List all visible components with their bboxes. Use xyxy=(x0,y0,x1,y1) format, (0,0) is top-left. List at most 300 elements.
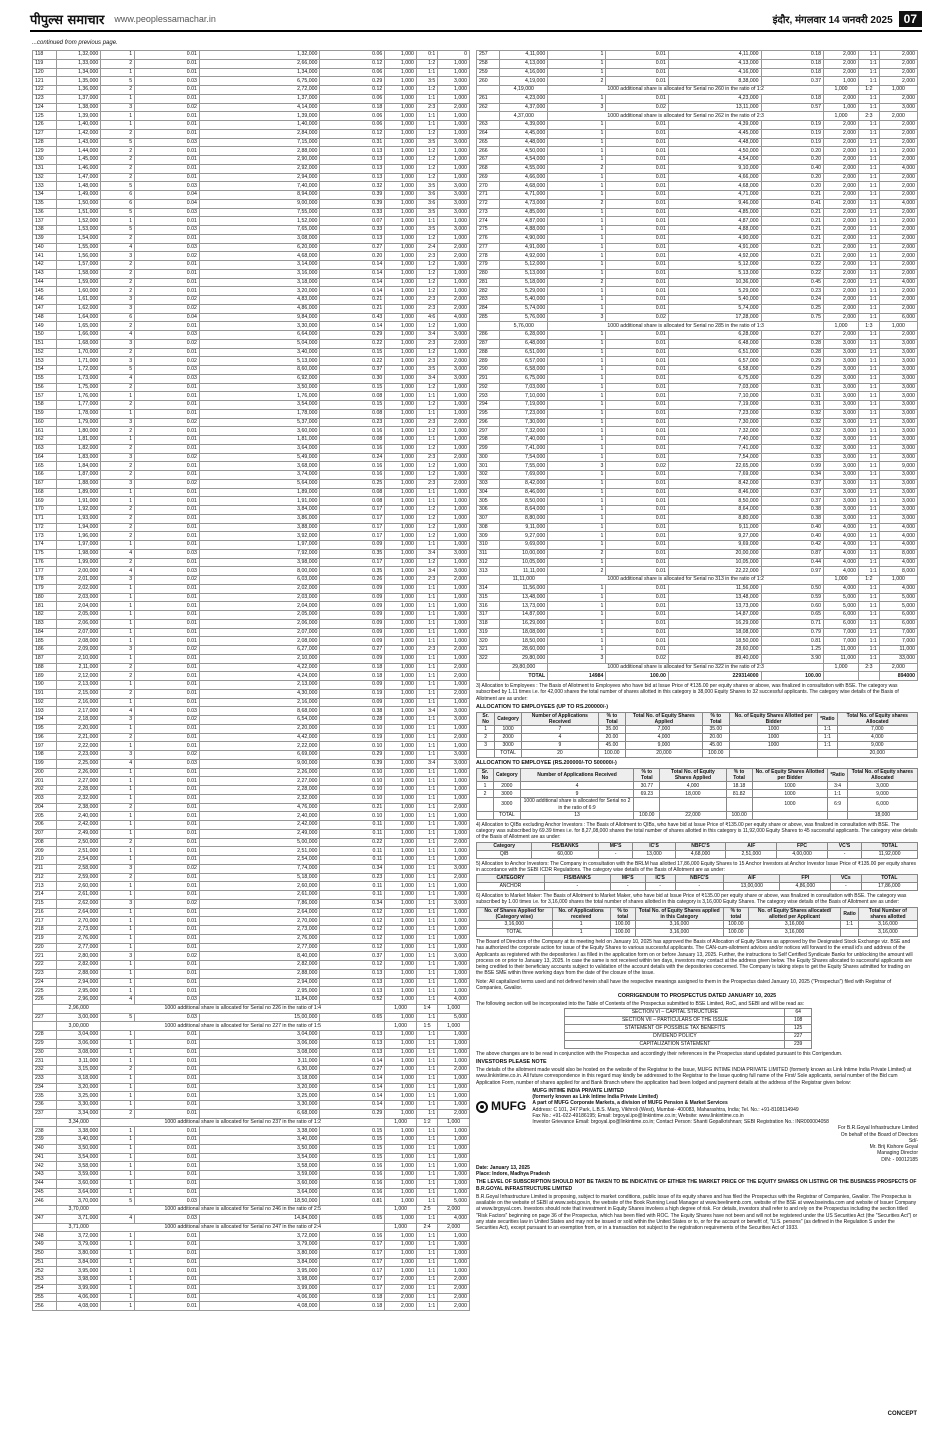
table-cell: 0.13 xyxy=(320,156,385,165)
table-row xyxy=(477,418,918,427)
table-cell: 1:1 xyxy=(416,1171,437,1180)
table-cell: 0.34 xyxy=(761,471,824,480)
table-cell: 4,000 xyxy=(824,549,859,558)
table-cell: 1,000 xyxy=(438,821,470,830)
table-cell: 0.01 xyxy=(606,549,668,558)
table-cell: 1000 additional share is allocated for Serial no 227 in the ratio of 1:5 xyxy=(101,1022,385,1031)
table-cell: 1 xyxy=(548,51,606,60)
table-row xyxy=(477,602,918,611)
table-cell: 2,25,000 xyxy=(57,759,101,768)
table-cell: 3,40,000 xyxy=(199,1136,319,1145)
table-cell: 29,80,000 xyxy=(500,654,548,663)
table-cell: 0.01 xyxy=(606,558,668,567)
table-row xyxy=(33,611,470,620)
table-cell: 0.01 xyxy=(135,1302,200,1311)
table-cell: 1 xyxy=(101,392,135,401)
table-row xyxy=(477,77,918,86)
table-cell: 129 xyxy=(33,147,57,156)
table-cell: 2,90,000 xyxy=(199,156,319,165)
table-cell: 1:1 xyxy=(416,1109,437,1118)
table-cell: 0.13 xyxy=(320,978,385,987)
table-cell: 2,77,000 xyxy=(199,943,319,952)
table-cell: 225 xyxy=(33,987,57,996)
table-row xyxy=(33,68,470,77)
table-cell: 1 xyxy=(548,68,606,77)
table-row xyxy=(33,856,470,865)
table-cell: 0.40 xyxy=(761,164,824,173)
table-cell: 3,38,000 xyxy=(199,1127,319,1136)
table-cell: 4,08,000 xyxy=(57,1302,101,1311)
table-cell: 3,80,000 xyxy=(199,1249,319,1258)
table-cell: 3 xyxy=(101,751,135,760)
table-cell: 0.01 xyxy=(135,506,200,515)
table-header: Category xyxy=(493,768,520,782)
table-cell: 0.01 xyxy=(606,234,668,243)
table-cell: 0.14 xyxy=(320,278,385,287)
table-cell: 1 xyxy=(101,1039,135,1048)
table-row xyxy=(477,462,918,471)
table-row xyxy=(33,322,470,331)
table-row xyxy=(33,278,470,287)
table-cell: 1 xyxy=(101,1074,135,1083)
table-cell: 2,61,000 xyxy=(199,891,319,900)
table-cell: 210 xyxy=(33,856,57,865)
table-cell: 1,000 xyxy=(385,777,417,786)
table-cell: 1:3 xyxy=(858,322,879,331)
table-cell: 1 xyxy=(101,768,135,777)
table-cell xyxy=(841,929,859,937)
table-cell: 1 xyxy=(101,94,135,103)
table-row xyxy=(33,602,470,611)
table-cell: 303 xyxy=(477,479,500,488)
signature-block xyxy=(476,1125,918,1163)
table-cell: 0.31 xyxy=(761,392,824,401)
table-cell: 4,000 xyxy=(660,782,726,790)
table-cell: 2:4 xyxy=(416,1223,437,1232)
table-cell: 1,000 xyxy=(385,672,417,681)
table-row xyxy=(33,1136,470,1145)
table-cell: 0.01 xyxy=(135,1179,200,1188)
table-cell: 0.17 xyxy=(320,1267,385,1276)
table-cell: 1,000 xyxy=(438,1258,470,1267)
table-cell: 7,55,000 xyxy=(500,462,548,471)
table-row xyxy=(477,401,918,410)
table-cell: 2,12,000 xyxy=(57,672,101,681)
table-cell: 1,000 xyxy=(385,969,417,978)
employee-allocation xyxy=(476,683,918,820)
table-cell: 4,23,000 xyxy=(500,94,548,103)
table-cell: 1,000 xyxy=(438,961,470,970)
table-header: Total No. of Equity shares Allocated xyxy=(837,712,917,726)
table-cell: 2 xyxy=(101,278,135,287)
table-cell: 1,000 xyxy=(438,1162,470,1171)
table-cell: 3,04,000 xyxy=(57,1031,101,1040)
table-cell: 18,08,000 xyxy=(500,628,548,637)
table-cell: 0.01 xyxy=(135,1249,200,1258)
table-cell: 0.30 xyxy=(320,374,385,383)
table-cell: 1,000 xyxy=(385,1136,417,1145)
table-row xyxy=(33,628,470,637)
table-cell: 0.03 xyxy=(135,331,200,340)
table-cell: 1,000 xyxy=(385,234,417,243)
table-cell: 100.00 xyxy=(724,929,749,937)
table-cell: 1,000 xyxy=(438,59,470,68)
table-cell: 0.16 xyxy=(320,1179,385,1188)
table-cell: 124 xyxy=(33,103,57,112)
table-cell: 1 xyxy=(548,383,606,392)
table-cell: 237 xyxy=(33,1109,57,1118)
table-cell: 3:4 xyxy=(416,331,437,340)
table-cell: 1:1 xyxy=(416,541,437,550)
table-cell: 0.01 xyxy=(135,1066,200,1075)
table-cell: 0.32 xyxy=(761,444,824,453)
table-cell: 1:1 xyxy=(858,383,879,392)
table-cell: 2,02,000 xyxy=(199,584,319,593)
table-cell: - xyxy=(675,883,723,891)
table-cell: 3 xyxy=(548,654,606,663)
table-cell: 2,000 xyxy=(824,182,859,191)
table-cell: 17,86,000 xyxy=(861,883,917,891)
table-cell: 2,50,000 xyxy=(57,838,101,847)
table-cell: 100.00 xyxy=(634,811,660,819)
table-cell: 0.01 xyxy=(606,593,668,602)
table-cell: 1,000 xyxy=(385,418,417,427)
table-cell: 0.01 xyxy=(135,121,200,130)
table-cell: 1,000 xyxy=(438,261,470,270)
table-cell: 0.09 xyxy=(320,637,385,646)
table-cell: 0.02 xyxy=(135,576,200,585)
table-cell: 1,000 xyxy=(385,1039,417,1048)
table-cell: 1000 xyxy=(752,790,828,798)
table-cell: 3,000 xyxy=(879,453,917,462)
table-cell: 1:1 xyxy=(416,777,437,786)
table-cell: 108 xyxy=(785,1017,812,1025)
table-cell: 1 xyxy=(101,1136,135,1145)
table-row xyxy=(565,1017,812,1025)
table-cell: 0.01 xyxy=(135,234,200,243)
table-cell: 4,76,000 xyxy=(199,803,319,812)
table-cell: 0.35 xyxy=(320,549,385,558)
table-cell: 219 xyxy=(33,934,57,943)
table-row xyxy=(33,899,470,908)
table-cell: 18,50,000 xyxy=(500,637,548,646)
qib-table xyxy=(476,842,918,859)
table-cell: 0.11 xyxy=(320,882,385,891)
table-cell: 0.01 xyxy=(135,812,200,821)
table-cell: 2,38,000 xyxy=(57,803,101,812)
table-cell: 0.33 xyxy=(320,208,385,217)
edition-date: इंदौर, मंगलवार 14 जनवरी 2025 xyxy=(772,15,893,26)
employee-heading-2: ALLOCATION TO EMPLOYEE (RS.200000/-TO 500000/-) xyxy=(476,760,617,766)
allotment-table-left xyxy=(32,50,470,1311)
table-row xyxy=(33,821,470,830)
table-cell: 0.13 xyxy=(320,234,385,243)
table-cell: 1,000 xyxy=(385,243,417,252)
table-row xyxy=(33,637,470,646)
table-cell: 0.01 xyxy=(606,156,668,165)
table-cell: 3,70,000 xyxy=(57,1206,101,1215)
table-cell: 3000 xyxy=(493,798,520,812)
table-row xyxy=(477,929,918,937)
table-cell: 0.13 xyxy=(320,987,385,996)
table-cell: 250 xyxy=(33,1249,57,1258)
table-cell: 2,96,000 xyxy=(57,996,101,1005)
table-cell: 100.00 xyxy=(610,929,635,937)
table-cell: 4,92,000 xyxy=(668,252,761,261)
table-cell: 146 xyxy=(33,296,57,305)
table-cell: 1,000 xyxy=(385,1162,417,1171)
table-cell: 1 xyxy=(101,112,135,121)
table-row xyxy=(33,917,470,926)
table-cell: 1:2 xyxy=(416,278,437,287)
table-cell: 147 xyxy=(33,304,57,313)
table-row xyxy=(477,296,918,305)
table-row xyxy=(477,252,918,261)
table-cell: 3 xyxy=(101,339,135,348)
table-cell: 0.10 xyxy=(320,724,385,733)
table-row xyxy=(477,654,918,663)
table-cell: 1,000 xyxy=(438,401,470,410)
table-cell: 0.01 xyxy=(606,208,668,217)
table-cell: 0.01 xyxy=(135,401,200,410)
table-cell: 0.16 xyxy=(320,1232,385,1241)
table-cell: 2,000 xyxy=(438,1284,470,1293)
table-cell: 2,23,000 xyxy=(57,751,101,760)
table-cell: 1:1 xyxy=(416,751,437,760)
table-cell: 2,96,000 xyxy=(57,1004,101,1013)
table-cell: 7,15,000 xyxy=(199,138,319,147)
table-cell: 2,40,000 xyxy=(199,812,319,821)
table-cell: 234 xyxy=(33,1083,57,1092)
table-cell: 1:1 xyxy=(416,1179,437,1188)
table-cell: 1:1 xyxy=(416,672,437,681)
table-cell: 1,000 xyxy=(438,611,470,620)
table-cell: 4,50,000 xyxy=(500,147,548,156)
table-cell: 0.01 xyxy=(135,112,200,121)
table-cell: 0.17 xyxy=(320,1241,385,1250)
table-cell: 1,000 xyxy=(385,1057,417,1066)
corrigendum-after: The above changes are to be read in conjunction with the Prospectus and accordingly their references in the Prospectus stand updated pursuant to this Corrigendum. xyxy=(476,1051,843,1057)
table-cell: 204 xyxy=(33,803,57,812)
table-cell xyxy=(729,750,817,758)
table-cell: 1 xyxy=(101,497,135,506)
table-cell: 2,000 xyxy=(879,208,917,217)
table-row xyxy=(33,59,470,68)
table-cell: 1 xyxy=(101,619,135,628)
table-cell: 2,000 xyxy=(438,1293,470,1302)
table-row xyxy=(477,576,918,585)
table-row xyxy=(565,1041,812,1049)
table-cell: 0.32 xyxy=(761,436,824,445)
table-cell: 3,16,000 xyxy=(635,921,723,929)
table-cell: 1:1 xyxy=(858,348,879,357)
table-cell: 0.01 xyxy=(606,147,668,156)
table-cell: 2,20,000 xyxy=(57,724,101,733)
date-place-line: Place: Indore, Madhya Pradesh xyxy=(476,1171,550,1177)
table-cell: 0.65 xyxy=(320,1214,385,1223)
table-cell: 0.43 xyxy=(320,313,385,322)
table-cell: 220 xyxy=(33,943,57,952)
table-cell: 0.03 xyxy=(135,374,200,383)
table-cell: 1 xyxy=(548,637,606,646)
table-cell: 306 xyxy=(477,506,500,515)
table-cell: 4,000 xyxy=(879,541,917,550)
table-cell: 0.02 xyxy=(135,304,200,313)
table-cell: 2,000 xyxy=(879,112,917,121)
table-row xyxy=(477,506,918,515)
table-cell: 2:3 xyxy=(416,357,437,366)
table-cell: 4,39,000 xyxy=(668,121,761,130)
table-cell: 4,68,000 xyxy=(199,252,319,261)
table-cell: 1,46,000 xyxy=(57,164,101,173)
table-cell: 1:1 xyxy=(416,768,437,777)
table-cell: 177 xyxy=(33,567,57,576)
table-cell: 4,68,000 xyxy=(675,850,726,858)
table-cell: 1 xyxy=(548,427,606,436)
table-row xyxy=(477,348,918,357)
table-cell: 2,70,000 xyxy=(199,917,319,926)
table-cell: 0.06 xyxy=(320,68,385,77)
table-cell: 3,84,000 xyxy=(199,506,319,515)
table-cell: 0.01 xyxy=(606,374,668,383)
table-cell: 305 xyxy=(477,497,500,506)
table-row xyxy=(33,619,470,628)
table-cell: 2 xyxy=(101,1109,135,1118)
table-row xyxy=(33,646,470,655)
table-cell: 0.09 xyxy=(320,584,385,593)
table-cell: TOTAL xyxy=(495,750,522,758)
table-cell: 0.02 xyxy=(606,103,668,112)
table-row xyxy=(477,51,918,60)
table-row xyxy=(33,366,470,375)
table-cell: 6,48,000 xyxy=(500,339,548,348)
mufg-logo-text: MUFG xyxy=(491,1099,527,1113)
table-cell: 0.01 xyxy=(135,261,200,270)
table-cell: 0.09 xyxy=(320,541,385,550)
table-cell: 1,000 xyxy=(438,94,470,103)
table-cell: 1:1 xyxy=(858,366,879,375)
table-cell: 1,000 xyxy=(385,208,417,217)
table-row xyxy=(33,331,470,340)
subscription-warning: THE LEVEL OF SUBSCRIPTION SHOULD NOT BE TAKEN TO BE INDICATIVE OF EITHER THE MARKET PRICE OF THE EQUITY SHARES ON LISTING OR THE BUSINESS PROSPECTS OF B.R.GOYAL INFRASTRUCTURE LIMITED xyxy=(476,1179,917,1192)
table-cell: 0.02 xyxy=(135,357,200,366)
table-cell: 0:1 xyxy=(416,51,437,60)
table-cell: 0.01 xyxy=(606,348,668,357)
table-cell: 1:1 xyxy=(416,864,437,873)
table-cell: 1,000 xyxy=(385,821,417,830)
table-cell: 1:2 xyxy=(416,156,437,165)
table-row xyxy=(33,129,470,138)
table-row xyxy=(33,77,470,86)
table-cell: 6,75,000 xyxy=(668,374,761,383)
table-cell: 3,18,000 xyxy=(199,1074,319,1083)
table-row xyxy=(33,217,470,226)
table-cell: 4 xyxy=(101,759,135,768)
table-cell: 2 xyxy=(101,269,135,278)
table-cell xyxy=(828,811,847,819)
table-cell: 4,85,000 xyxy=(668,208,761,217)
table-cell: 3,20,000 xyxy=(199,1083,319,1092)
table-row xyxy=(477,234,918,243)
table-cell: 1:2 xyxy=(416,427,437,436)
table-cell: 0.08 xyxy=(320,488,385,497)
table-cell: 1,000 xyxy=(438,742,470,751)
table-row xyxy=(477,584,918,593)
table-cell: 0.17 xyxy=(320,558,385,567)
table-cell: 0.75 xyxy=(761,313,824,322)
table-cell: 0.01 xyxy=(135,1241,200,1250)
table-cell: 1:1 xyxy=(858,296,879,305)
table-cell: 1 xyxy=(548,304,606,313)
table-cell: 0.01 xyxy=(135,724,200,733)
table-row xyxy=(33,829,470,838)
table-cell: 1,000 xyxy=(385,593,417,602)
table-cell: 0.65 xyxy=(320,1013,385,1022)
table-cell: 1:1 xyxy=(858,68,879,77)
table-cell: 3,000 xyxy=(824,339,859,348)
investors-note-title: INVESTORS PLEASE NOTE xyxy=(476,1059,547,1066)
table-cell: 16,29,000 xyxy=(500,619,548,628)
table-cell: 2,17,000 xyxy=(57,707,101,716)
table-cell: 3 xyxy=(101,479,135,488)
table-cell: 0.18 xyxy=(320,672,385,681)
table-cell: 2,10,000 xyxy=(57,654,101,663)
table-cell: 0.45 xyxy=(761,278,824,287)
table-cell: 4,000 xyxy=(879,523,917,532)
table-cell: 1:1 xyxy=(858,287,879,296)
table-row xyxy=(33,462,470,471)
table-cell: 2,95,000 xyxy=(199,987,319,996)
table-row xyxy=(477,488,918,497)
table-cell: 1,000 xyxy=(385,908,417,917)
table-cell: 2,95,000 xyxy=(57,987,101,996)
table-cell: 159 xyxy=(33,409,57,418)
table-cell: 3,000 xyxy=(879,103,917,112)
table-cell: 216 xyxy=(33,908,57,917)
table-cell: 1 xyxy=(101,969,135,978)
table-cell: 4,000 xyxy=(438,1214,470,1223)
table-row xyxy=(33,847,470,856)
table-cell: 2,13,000 xyxy=(199,681,319,690)
table-row xyxy=(33,418,470,427)
table-cell: 1:1 xyxy=(416,497,437,506)
table-cell: 3,000 xyxy=(438,864,470,873)
table-cell: 5,000 xyxy=(879,602,917,611)
table-cell: 0.01 xyxy=(135,777,200,786)
anchor-table xyxy=(476,874,918,891)
table-row xyxy=(33,313,470,322)
table-cell: 1,89,000 xyxy=(199,488,319,497)
table-cell: 4,000 xyxy=(824,523,859,532)
table-cell: 286 xyxy=(477,331,500,340)
table-cell: 290 xyxy=(477,366,500,375)
table-cell: 3,08,000 xyxy=(199,234,319,243)
table-cell: 2,000 xyxy=(879,77,917,86)
table-cell: 1,000 xyxy=(385,759,417,768)
table-cell: 181 xyxy=(33,602,57,611)
table-cell: 0.01 xyxy=(135,471,200,480)
table-row xyxy=(33,304,470,313)
table-cell: 0.03 xyxy=(135,1197,200,1206)
table-cell: 192 xyxy=(33,698,57,707)
table-cell: 1,000 xyxy=(385,934,417,943)
table-cell: 1 xyxy=(548,593,606,602)
table-cell: 0.02 xyxy=(135,479,200,488)
table-header: NBFC'S xyxy=(675,875,723,883)
table-cell: 1,000 xyxy=(385,698,417,707)
table-cell: 0.02 xyxy=(135,103,200,112)
table-header: No. of Equity Shares Allotted per Bidder xyxy=(752,768,828,782)
